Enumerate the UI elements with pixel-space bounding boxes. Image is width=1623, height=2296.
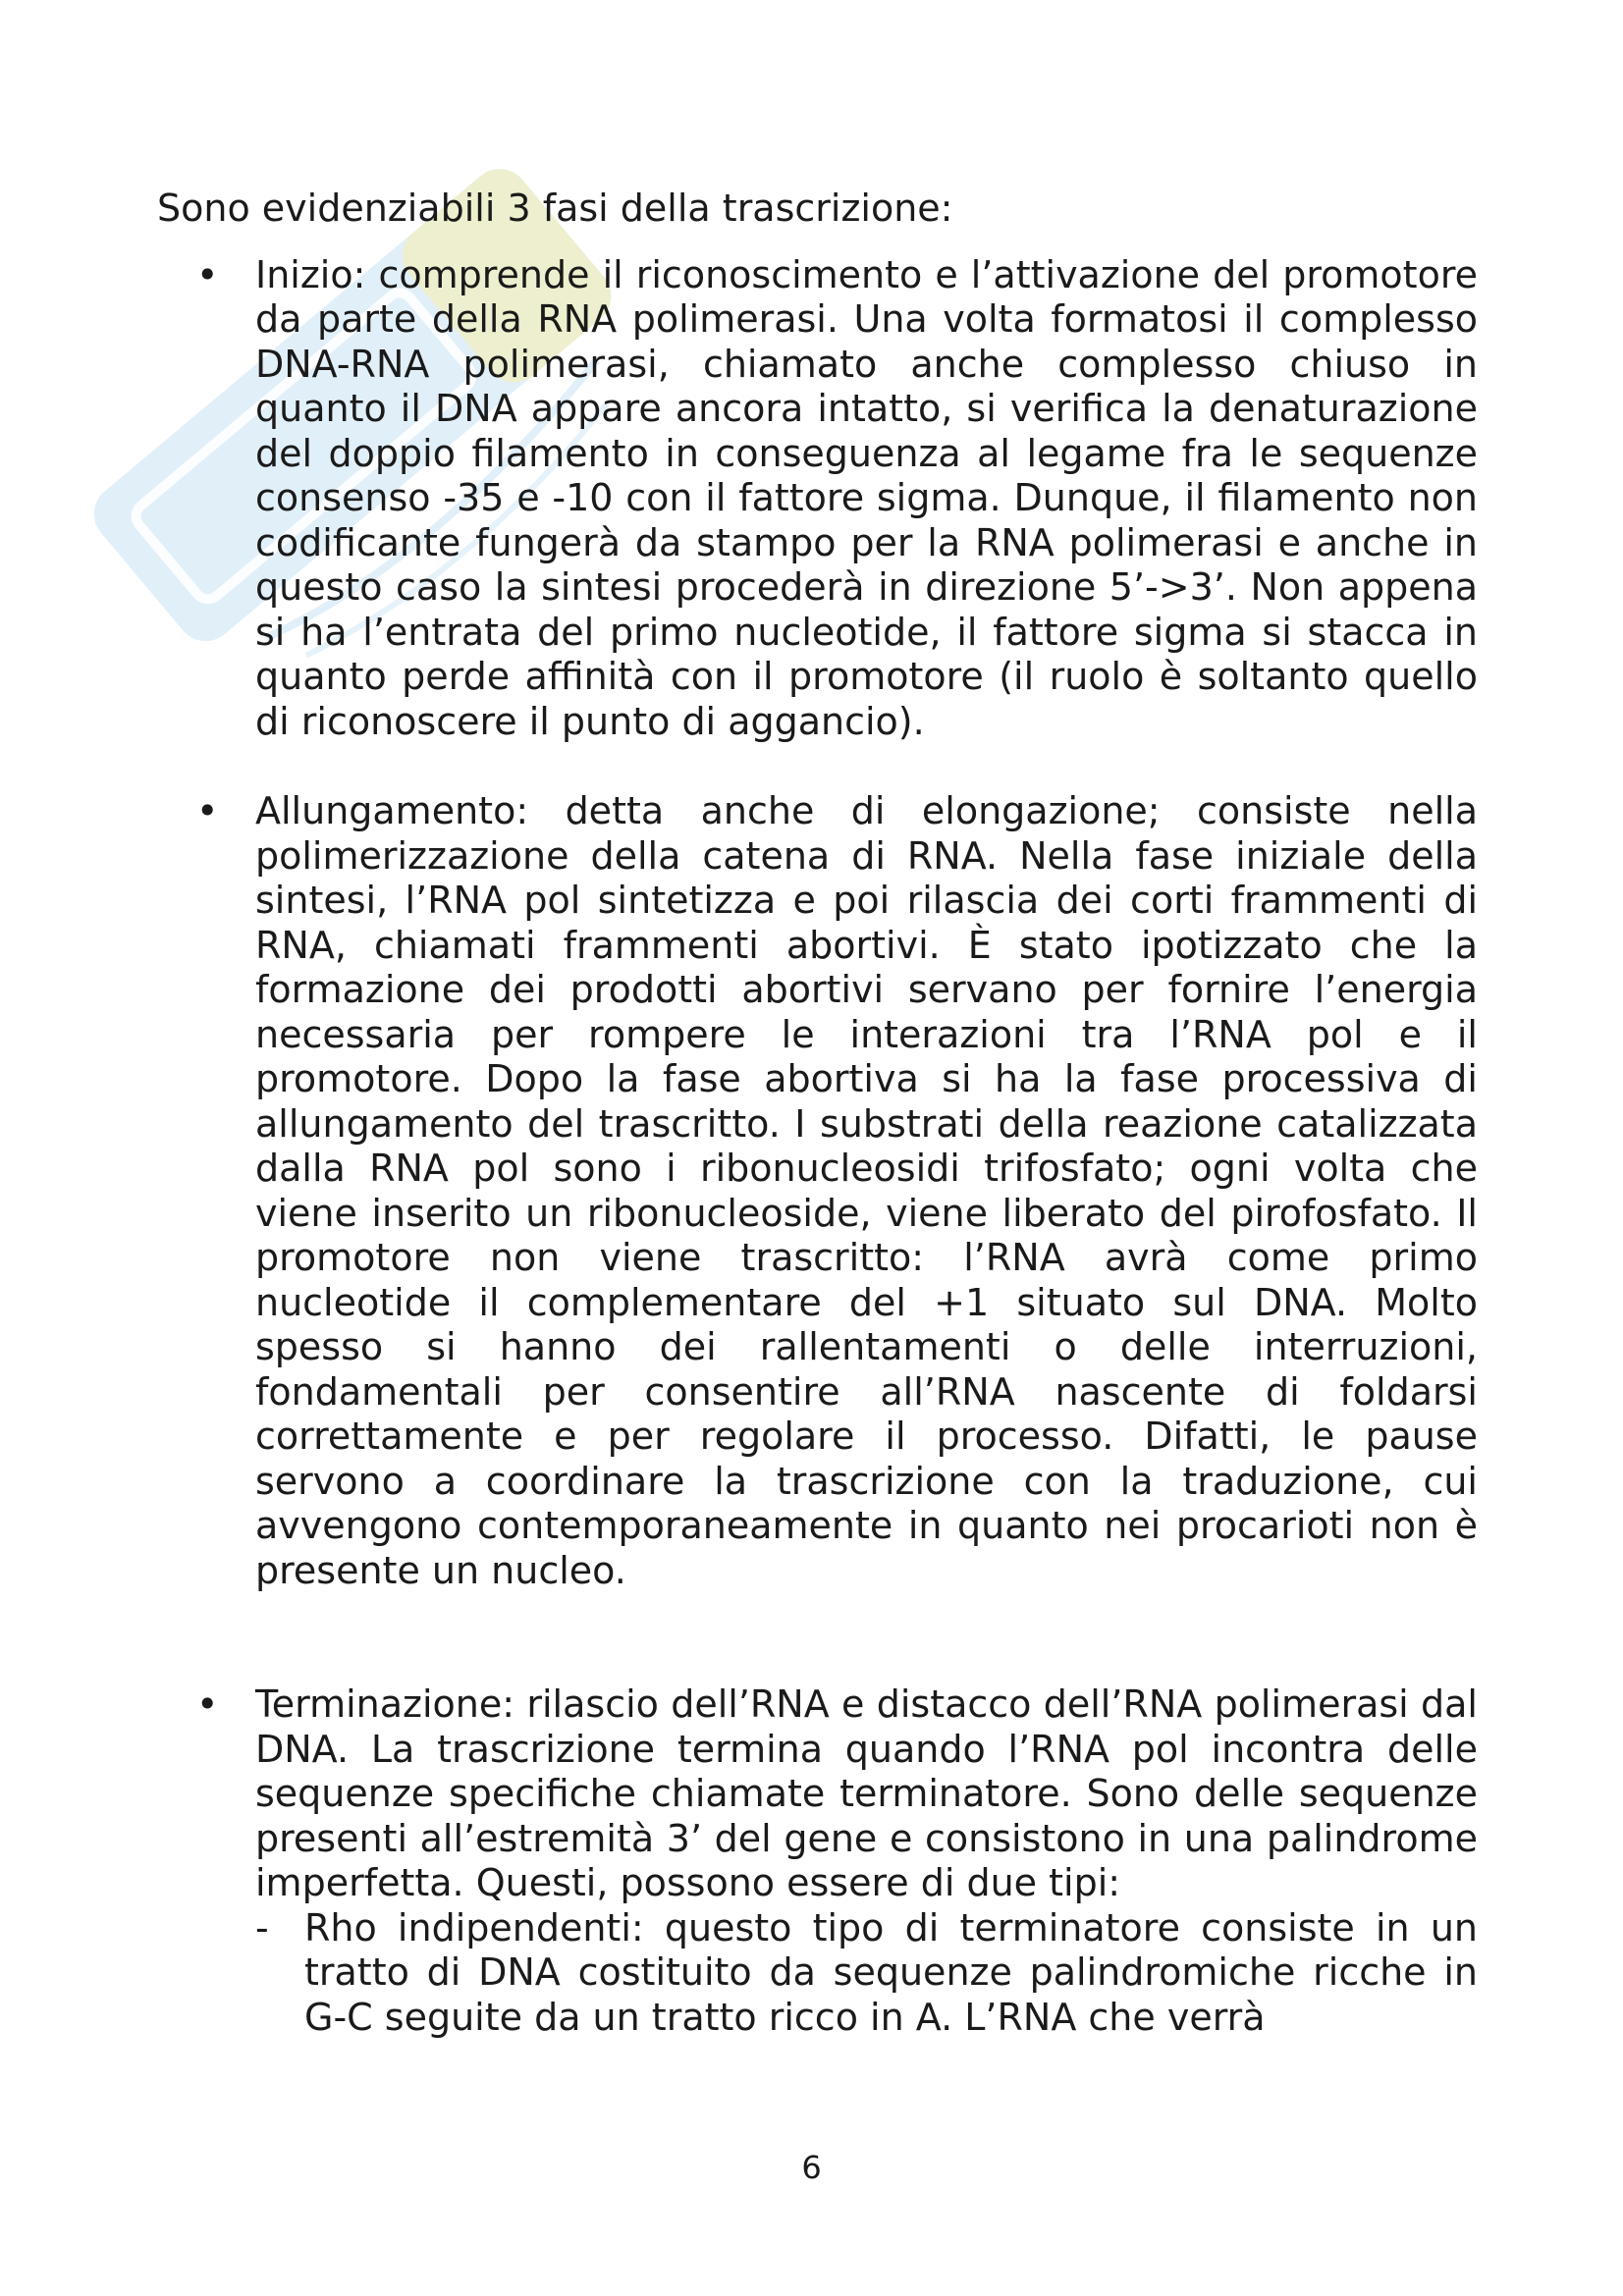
bullet-terminazione	[157, 1682, 1478, 2040]
subitem-rho-indipendenti-text: Rho indipendenti: questo tipo di terminatore consiste in un tratto di DNA costituito da sequenze palindromiche ricche in G-C seguite da un tratto ricco in A. L’RNA che verrà	[304, 1905, 1478, 2039]
bullet-allungamento	[157, 789, 1478, 1593]
bullet-icon: •	[196, 789, 219, 832]
dash-marker: -	[255, 1905, 269, 1949]
bullet-inizio-text: Inizio: comprende il riconoscimento e l’attivazione del promotore da parte della RNA polimerasi. Una volta formatosi il complesso DNA-RNA polimerasi, chiamato anche complesso chiuso in quanto il DNA appare ancora intatto, si verifica la denaturazione del doppio filamento in conseguenza al legame fra le sequenze consenso -35 e -10 con il fattore sigma. Dunque, il filamento non codificante fungerà da stampo per la RNA polimerasi e anche in questo caso la sintesi procederà in direzione 5’->3’. Non appena si ha l’entrata del primo nucleotide, il fattore sigma si stacca in quanto perde affinità con il promotore (il ruolo è soltanto quello di riconoscere il punto di aggancio).	[255, 252, 1478, 743]
document-page	[157, 187, 1478, 2040]
page-number: 6	[801, 2149, 822, 2186]
subitem-rho-indipendenti	[255, 1906, 1478, 2041]
bullet-icon: •	[196, 252, 219, 296]
bullet-inizio	[157, 253, 1478, 745]
bullet-icon: •	[196, 1682, 219, 1726]
intro-sentence: Sono evidenziabili 3 fasi della trascrizione:	[157, 187, 953, 230]
bullet-allungamento-text: Allungamento: detta anche di elongazione; consiste nella polimerizzazione della catena di RNA. Nella fase iniziale della sintesi, l’RNA pol sintetizza e poi rilascia dei corti frammenti di RNA, chiamati frammenti abortivi. È stato ipotizzato che la formazione dei prodotti abortivi servano per fornire l’energia necessaria per rompere le interazioni tra l’RNA pol e il promotore. Dopo la fase abortiva si ha la fase processiva di allungamento del trascritto. I substrati della reazione catalizzata dalla RNA pol sono i ribonucleosidi trifosfato; ogni volta che viene inserito un ribonucleoside, viene liberato del pirofosfato. Il promotore non viene trascritto: l’RNA avrà come primo nucleotide il complementare del +1 situato sul DNA. Molto spesso si hanno dei rallentamenti o delle interruzioni, fondamentali per consentire all’RNA nascente di foldarsi correttamente e per regolare il processo. Difatti, le pause servono a coordinare la trascrizione con la traduzione, cui avvengono contemporaneamente in quanto nei procarioti non è presente un nucleo.	[255, 789, 1478, 1592]
bullet-terminazione-text: Terminazione: rilascio dell’RNA e distacco dell’RNA polimerasi dal DNA. La trascrizione termina quando l’RNA pol incontra delle sequenze specifiche chiamate terminatore. Sono delle sequenze presenti all’estremità 3’ del gene e consistono in una palindrome imperfetta. Questi, possono essere di due tipi:	[255, 1682, 1478, 1904]
